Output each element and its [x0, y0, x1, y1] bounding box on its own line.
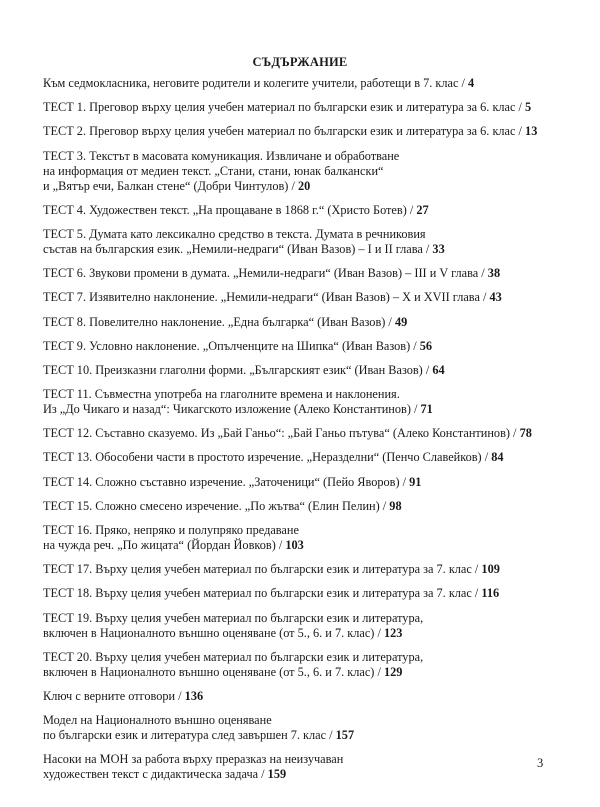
toc-entry-line: [43, 100, 583, 115]
toc-entry-line: [43, 689, 583, 704]
toc-entry-line: [43, 203, 583, 218]
toc-entry: [43, 266, 583, 281]
toc-entry: [43, 752, 583, 782]
toc-page-number: 109: [481, 562, 500, 577]
toc-entry-text: ТЕСТ 13. Обособени части в простото изречение. „Неразделни“ (Пенчо Славейков) /: [43, 450, 492, 465]
toc-entry: [43, 611, 583, 641]
toc-page-number: 91: [409, 474, 422, 489]
toc-entry-text: ТЕСТ 9. Условно наклонение. „Опълченците на Шипка“ (Иван Вазов) /: [43, 338, 420, 353]
toc-entry-text: състав на българския език. „Немили-недраги“ (Иван Вазов) – I и II глава /: [43, 241, 433, 256]
toc-entry-line: [43, 242, 583, 257]
toc-entry-line: [43, 164, 583, 179]
toc-entry-line: [43, 76, 583, 91]
toc-entry-line: [43, 387, 583, 402]
toc-entry-text: Ключ с верните отговори /: [43, 688, 185, 703]
toc-entry: [43, 339, 583, 354]
toc-entry-line: [43, 538, 583, 553]
toc-entry-text: ТЕСТ 15. Сложно смесено изречение. „По жътва“ (Елин Пелин) /: [43, 498, 390, 513]
toc-page-number: 157: [335, 728, 355, 743]
page-number: 3: [537, 756, 544, 770]
toc-entry-line: [43, 475, 583, 490]
toc-entry: [43, 475, 583, 490]
toc-entry-text: ТЕСТ 16. Пряко, непряко и полупряко предаване: [43, 523, 299, 537]
toc-entry-line: [43, 650, 583, 665]
page-title: СЪДЪРЖАНИЕ: [252, 55, 348, 70]
toc-page-number: 78: [519, 426, 532, 441]
toc-page-number: 20: [297, 178, 311, 193]
toc-entry: [43, 76, 583, 91]
toc-page-number: 33: [432, 241, 445, 256]
toc-entry-line: [43, 728, 583, 743]
toc-entry-line: [43, 450, 583, 465]
toc-page-number: 116: [481, 586, 500, 601]
toc-entry-text: Към седмокласника, неговите родители и колегите учители, работещи в 7. клас /: [43, 76, 469, 90]
toc-page-number: 4: [468, 76, 475, 90]
toc-entry-line: [43, 363, 583, 378]
toc-entry: [43, 689, 583, 704]
toc-entry-text: по български език и литература след завършен 7. клас /: [43, 728, 336, 743]
toc-entry-line: [43, 124, 583, 139]
toc-entry-line: [43, 767, 583, 782]
toc-entry-line: [43, 752, 583, 767]
toc-entry: [43, 713, 583, 743]
toc-entry-text: ТЕСТ 2. Преговор върху целия учебен материал по български език и литература за 6. клас /: [43, 124, 526, 139]
toc-entry-line: [43, 402, 583, 417]
toc-entry-line: [43, 713, 583, 728]
toc-entry-text: ТЕСТ 20. Върху целия учебен материал по български език и литература,: [43, 649, 424, 664]
toc-entry-text: ТЕСТ 11. Съвместна употреба на глаголните времена и наклонения.: [43, 387, 400, 402]
toc-entry-line: [43, 562, 583, 577]
toc-entry-text: Из „До Чикаго и назад“: Чикагското изложение (Алеко Константинов) /: [43, 402, 421, 417]
toc-entry-text: на чужда реч. „По жицата“ (Йордан Йовков) /: [43, 538, 286, 552]
toc-entry-text: Модел на Националното външно оценяване: [43, 713, 272, 728]
toc-entry: [43, 290, 583, 305]
toc-entry: [43, 124, 583, 139]
toc-entry: [43, 426, 583, 441]
toc-page-number: 136: [184, 688, 204, 703]
toc-entry-text: включен в Националното външно оценяване (от 5., 6. и 7. клас) /: [43, 625, 384, 640]
toc-entry-line: [43, 426, 583, 441]
toc-entry-text: художествен текст с дидактическа задача /: [43, 767, 268, 782]
toc-entry: [43, 227, 583, 257]
toc-entry-text: ТЕСТ 14. Сложно съставно изречение. „Заточеници“ (Пейо Яворов) /: [43, 474, 410, 489]
toc-entry-line: [43, 339, 583, 354]
toc-entry: [43, 363, 583, 378]
toc-entry-text: ТЕСТ 12. Съставно сказуемо. Из „Бай Ганьо“: „Бай Ганьо пътува“ (Алеко Константинов) /: [43, 426, 520, 441]
toc-entry-line: [43, 665, 583, 680]
toc-entry-text: Насоки на МОН за работа върху преразказ на неизучаван: [43, 752, 344, 767]
toc-entry: [43, 315, 583, 330]
toc-entry: [43, 149, 583, 194]
toc-entry-text: включен в Националното външно оценяване (от 5., 6. и 7. клас) /: [43, 664, 384, 679]
toc-page-number: 5: [525, 100, 532, 115]
toc-entry-text: на информация от медиен текст. „Стани, стани, юнак балкански“: [43, 163, 384, 178]
toc-entry: [43, 523, 583, 553]
table-of-contents: [43, 76, 583, 792]
toc-entry-text: ТЕСТ 18. Върху целия учебен материал по български език и литература за 7. клас /: [43, 586, 482, 601]
toc-page-number: 98: [389, 498, 402, 513]
toc-entry-text: и „Вятър ечи, Балкан стене“ (Добри Чинтулов) /: [43, 178, 298, 193]
toc-page-number: 129: [383, 664, 403, 679]
toc-page-number: 43: [489, 290, 502, 305]
toc-entry-text: ТЕСТ 7. Изявително наклонение. „Немили-недраги“ (Иван Вазов) – X и XVII глава /: [43, 290, 490, 305]
toc-page-number: 38: [487, 266, 501, 281]
toc-entry: [43, 586, 583, 601]
toc-page-number: 84: [491, 450, 504, 465]
toc-entry-text: ТЕСТ 4. Художествен текст. „На прощаване в 1868 г.“ (Христо Ботев) /: [43, 202, 417, 217]
toc-entry: [43, 100, 583, 115]
toc-entry-line: [43, 315, 583, 330]
toc-entry-text: ТЕСТ 1. Преговор върху целия учебен материал по български език и литература за 6. клас /: [43, 100, 526, 115]
toc-entry: [43, 203, 583, 218]
toc-entry-line: [43, 290, 583, 305]
toc-page-number: 64: [432, 362, 445, 377]
toc-page-number: 13: [525, 124, 538, 139]
toc-entry: [43, 387, 583, 417]
toc-page-number: 123: [383, 625, 403, 640]
toc-entry-line: [43, 611, 583, 626]
toc-page-number: 27: [416, 202, 429, 217]
toc-entry-text: ТЕСТ 6. Звукови промени в думата. „Немили-недраги“ (Иван Вазов) – III и V глава /: [43, 266, 488, 281]
toc-entry: [43, 499, 583, 514]
toc-entry-text: ТЕСТ 19. Върху целия учебен материал по български език и литература,: [43, 610, 424, 625]
toc-entry-line: [43, 149, 583, 164]
toc-entry-line: [43, 179, 583, 194]
toc-entry: [43, 450, 583, 465]
toc-entry-line: [43, 626, 583, 641]
toc-page-number: 49: [394, 314, 408, 329]
toc-entry-line: [43, 523, 583, 538]
toc-entry-text: ТЕСТ 17. Върху целия учебен материал по български език и литература за 7. клас /: [43, 562, 482, 577]
toc-entry-line: [43, 586, 583, 601]
toc-page-number: 56: [419, 338, 433, 353]
toc-page-number: 103: [285, 538, 304, 552]
toc-entry-text: ТЕСТ 3. Текстът в масовата комуникация. Извличане и обработване: [43, 148, 400, 163]
toc-entry-line: [43, 227, 583, 242]
toc-entry: [43, 650, 583, 680]
toc-page-number: 71: [420, 402, 433, 417]
toc-entry-line: [43, 266, 583, 281]
toc-entry-text: ТЕСТ 10. Преизказни глаголни форми. „Българският език“ (Иван Вазов) /: [43, 362, 433, 377]
toc-entry-text: ТЕСТ 8. Повелително наклонение. „Една българка“ (Иван Вазов) /: [43, 314, 395, 329]
toc-entry-line: [43, 499, 583, 514]
toc-page-number: 159: [267, 767, 287, 782]
toc-entry-text: ТЕСТ 5. Думата като лексикално средство в текста. Думата в речниковия: [43, 226, 426, 241]
toc-entry: [43, 562, 583, 577]
